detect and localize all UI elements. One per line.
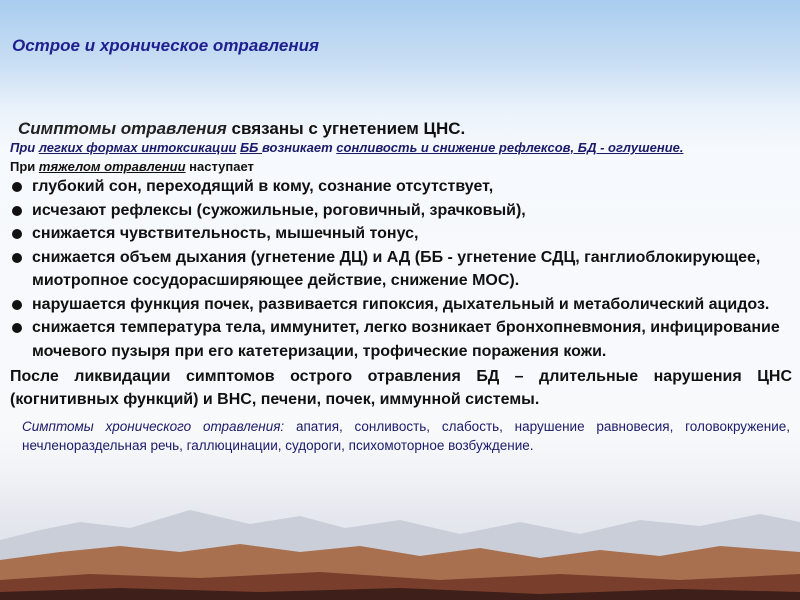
chronic-emphasis: Симптомы хронического отравления: (22, 419, 285, 434)
slide-content (10, 118, 792, 455)
mild-forms-line (10, 140, 792, 156)
heading-emphasis: Симптомы отравления (18, 119, 227, 138)
list-item-text: нарушается функция почек, развивается гипоксия, дыхательный и метаболический ацидоз. (32, 295, 770, 313)
bullet-icon (12, 323, 22, 333)
bullet-icon (12, 300, 22, 310)
bullet-icon (12, 253, 22, 263)
list-item-text: снижается объем дыхания (угнетение ДЦ) и АД (ББ - угнетение СДЦ, ганглиоблокирующее, миотропное сосудорасширяющее действие, снижение МОС). (32, 248, 761, 289)
list-item-text: исчезают рефлексы (сужожильные, роговичный, зрачковый), (32, 201, 526, 219)
symptoms-list (10, 175, 792, 363)
severe-text-1: При (10, 159, 39, 174)
list-item-text: снижается чувствительность, мышечный тонус, (32, 225, 419, 242)
mild-text-2: легких формах интоксикации (38, 140, 237, 155)
bullet-icon (12, 229, 22, 239)
list-item (10, 222, 792, 246)
mild-text-4: ББ (239, 140, 262, 155)
heading-rest: связаны с угнетением ЦНС. (231, 119, 466, 138)
bullet-icon (12, 206, 22, 216)
list-item (10, 316, 792, 363)
list-item-text: снижается температура тела, иммунитет, легко возникает бронхопневмония, инфицирование мочевого пузыря при его катетеризации, трофические поражения кожи. (32, 319, 780, 360)
list-item (10, 293, 792, 317)
severe-text-3: наступает (185, 159, 254, 174)
chronic-symptoms-paragraph (10, 417, 792, 455)
mild-text-5: возникает (262, 140, 337, 155)
list-item-text: глубокий сон, переходящий в кому, сознание отсутствует, (32, 178, 494, 195)
mild-text-6: сонливость и снижение рефлексов, БД - оглушение. (336, 140, 684, 155)
after-acute-paragraph: После ликвидации симптомов острого отравления БД – длительные нарушения ЦНС (когнитивных функций) и ВНС, печени, почек, иммунной системы. (10, 368, 792, 408)
slide-title: Острое и хроническое отравления (12, 36, 320, 55)
chronic-rest: апатия, сонливость, слабость, нарушение равновесия, головокружение, нечленораздельная речь, галлюцинации, судороги, психомоторное возбуждение. (22, 419, 790, 453)
severe-text-2: тяжелом отравлении (38, 159, 186, 174)
list-item (10, 175, 792, 199)
list-item (10, 246, 792, 293)
bullet-icon (12, 182, 22, 192)
symptoms-heading (18, 118, 792, 140)
mild-text-1: При (10, 140, 39, 155)
list-item (10, 199, 792, 223)
severe-line (10, 158, 792, 175)
